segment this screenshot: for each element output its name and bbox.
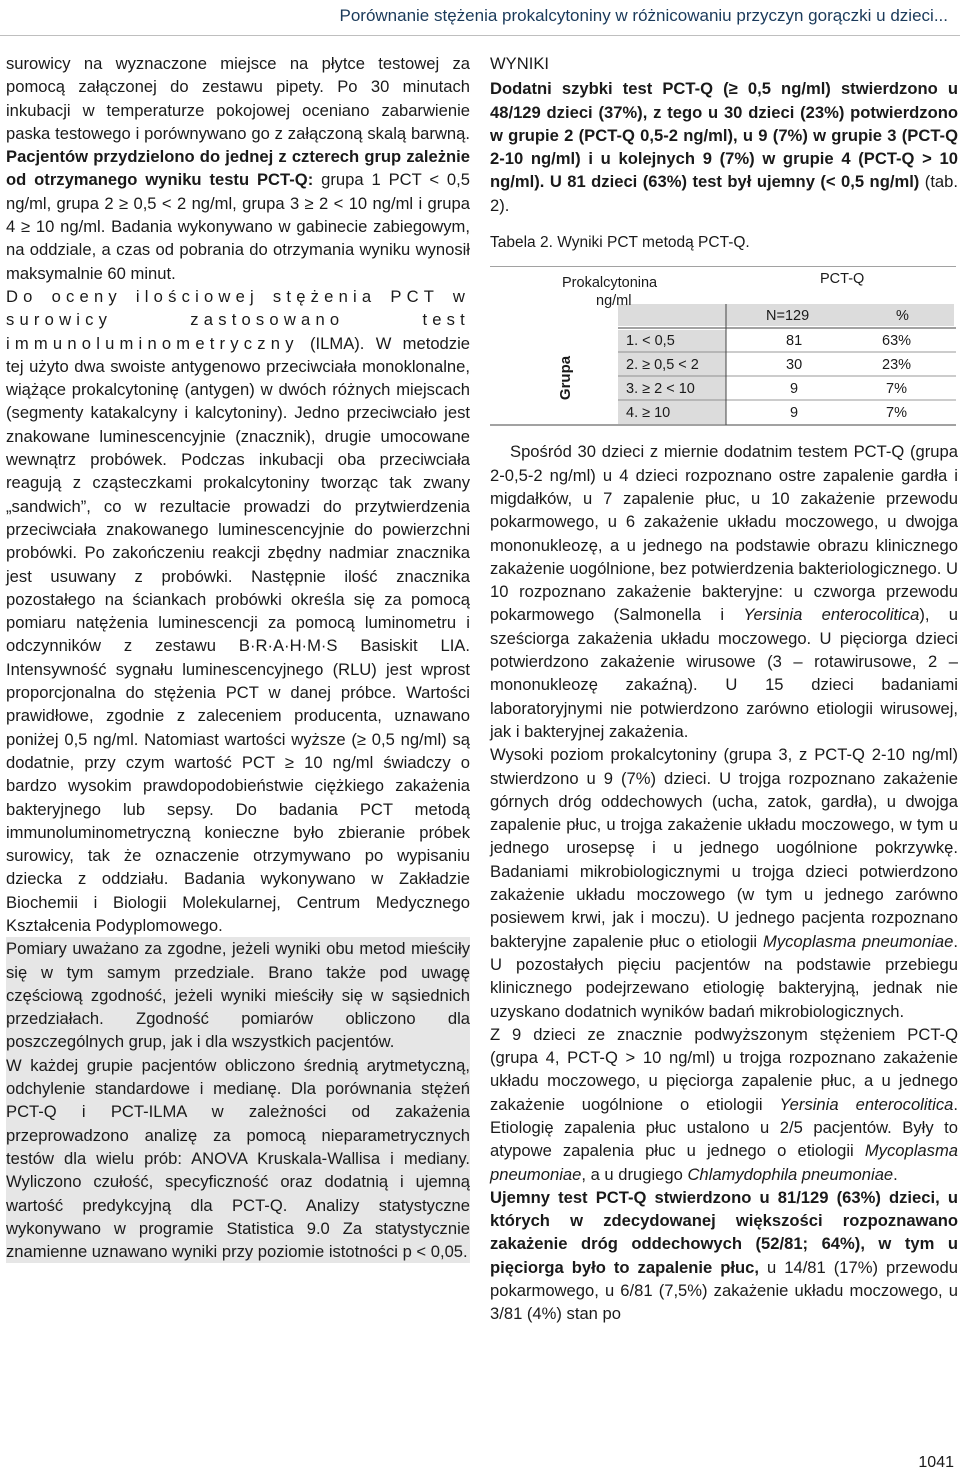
table-col-head-right: PCT-Q — [820, 271, 865, 288]
paragraph-negative: Ujemny test PCT-Q stwierdzono u 81/129 (63%) dzieci, u których w zdecydowanej większości rozpoznawano zakażenie dróg oddechowych (52/81; 64%), w tym u pięciorga było to zapalenie płuc, u 14/81 (17%) przewodu pokarmowego, u 6/81 (7,5%) zakażenie układu moczowego, u 3/81 (4%) stan po — [490, 1187, 958, 1324]
table-caption: Tabela 2. Wyniki PCT metodą PCT-Q. — [490, 234, 750, 252]
table-row-3-group: 3. ≥ 2 < 10 — [626, 381, 695, 398]
table-row-2-pct: 23% — [882, 357, 912, 374]
table-row-1-group: 1. < 0,5 — [626, 333, 675, 350]
section-title: WYNIKI — [490, 54, 550, 73]
table-row-4-pct: 7% — [886, 405, 907, 422]
table-row-3-pct: 7% — [886, 381, 907, 398]
paragraph-agreement: Pomiary uważano za zgodne, jeżeli wyniki obu metod mieściły się w tym samym przedziale. Brano także pod uwagę częściową zgodność, jeżeli wyniki mieściły się w sąsiednich przedziałach. Zgodność pomiarów obliczono dla poszczególnych grup, jak i dla wszystkich pacjentów. — [6, 937, 470, 1053]
paragraph-group4: Z 9 dzieci ze znacznie podwyższonym stężeniem PCT-Q (grupa 4, PCT-Q > 10 ng/ml) u trojga rozpoznano zakażenie układu moczowego, u pięciorga zapalenie płuc, a u jednego zakażenie uogólnione o etiologii Yersinia enterocolitica. Etiologię zapalenia płuc ustalono u 2/5 pacjentów. Były to atypowe zapalenia płuc u jednego o etiologii Mycoplasma pneumoniae, a u drugiego Chlamydophila pneumoniae. — [490, 1024, 958, 1184]
table-row-1-n: 81 — [786, 333, 803, 350]
table-col-head-left-1: Prokalcytonina — [562, 275, 658, 292]
paragraph-results-lead: Dodatni szybki test PCT-Q (≥ 0,5 ng/ml) stwierdzono u 48/129 dzieci (37%), z tego u 30 dzieci (23%) potwierdzono w grupie 2 (PCT-Q 0,5-2 ng/ml), u 9 (7%) w grupie 3 (PCT-Q 2-10 ng/ml) i u kolejnych 9 (7%) w grupie 4 (PCT-Q > 10 ng/ml). U 81 dzieci (63%) test był ujemny (< 0,5 ng/ml) (tab. 2). — [490, 79, 958, 215]
paragraph-group3: Wysoki poziom prokalcytoniny (grupa 3, z PCT-Q 2-10 ng/ml) stwierdzono u 9 (7%) dzieci. U trojga rozpoznano zakażenie górnych dróg oddechowych (ucha, zatok, gardła), u dwojga zapalenie płuc, u trojga zakażenie układu moczowego, w tym u jednego urosepsę i u jednego uogólnione pokrzywkę. Badaniami mikrobiologicznymi u trojga dzieci potwierdzono zakażenie układu moczowego (w tym u jednego zarówno posiewem krwi, jak i moczu). U jednego pacjenta rozpoznano bakteryjne zapalenie płuc o etiologii Mycoplasma pneumoniae. U pozostałych pięciu pacjentów na podstawie przebiegu klinicznego podejrzewano etiologię bakteryjną, jednak nie uzyskano dodatnich wyników badań mikrobiologicznych. — [490, 745, 958, 1021]
paragraph-method-ilma: Do oceny ilościowej stężenia PCT w surowicy zastosowano test immunoluminometryczny (ILMA). W metodzie tej użyto dwa swoiste antygenowo przeciwciała monoklonalne, wiążące prokalcytoninę (antygen) w dwóch różnych miejscach (segmenty katakalcyny i kalcytoniny). Jedno przeciwciało jest znakowane luminescencyjnie (znacznik), drugie umocowane wewnątrz probówek. Podczas inkubacji oba przeciwciała reagują z cząsteczkami prokalcytoniny tworząc tak zwany „sandwich”, co w rezultacie prowadzi do przytwierdzenia przeciwciała znakowanego luminescencyjnie do powierzchni probówki. Po zakończeniu reakcji zbędny nadmiar znacznika jest usuwany z probówki. Następnie ilość znacznika pozostałego na ściankach probówki określa się za pomocą pomiaru natężenia luminescencji za pomocą luminometru i odczynników z zestawu B·R·A·H·M·S Basiskit LIA. Intensywność sygnału luminescencyjnego (RLU) jest wprost proporcjonalna do stężenia PCT w danej próbce. Wartości prawidłowe, zgodnie z zaleceniem producenta, uznawano poniżej 0,5 ng/ml. Natomiast wartości wyższe (≥ 0,5 ng/ml) są dodatnie, przy czym wartość PCT ≥ 10 ng/ml świadczy o bardzo wysokim prawdopodobieństwie ciężkiego zakażenia bakteryjnego lub sepsy. Do badania PCT metodą immunoluminometryczną konieczne było zbieranie próbek surowicy, tak że oznaczenie otrzymywano po wypisaniu dziecka z oddziału. Badania wykonywano w Zakładzie Biochemii i Biologii Molekularnej, Centrum Medycznego Kształcenia Podyplomowego. — [6, 286, 470, 935]
right-column — [490, 52, 958, 1326]
page-number: 1041 — [918, 1454, 954, 1471]
running-title: Porównanie stężenia prokalcytoniny w różnicowaniu przyczyn gorączki u dzieci... — [339, 6, 948, 25]
table-row-2-n: 30 — [786, 357, 803, 374]
running-header — [0, 0, 960, 36]
table-row-4-n: 9 — [790, 405, 799, 422]
paragraph-group2: Spośród 30 dzieci z miernie dodatnim testem PCT-Q (grupa 2-0,5-2 ng/ml) u 4 dzieci rozpoznano ostre zapalenie gardła i migdałków, u 7 zapalenie płuc, u 10 zakażenie przewodu pokarmowego, u 6 zakażenie układu moczowego, u dwojga mononukleozę, a u jednego na podstawie obrazu klinicznego zakażenie uogólnione, bez potwierdzenia bakteriologicznego. U 10 rozpoznano zakażenie bakteryjne: u czworga przewodu pokarmowego (Salmonella i Yersinia enterocolitica), u sześciorga zakażenia układu moczowego. U pięciorga dzieci potwierdzono zakażenie wirusowe (3 – rotawirusowe, 2 – mononukleozę zakaźną). U 15 dzieci badaniami laboratoryjnymi nie potwierdzono zarówno etiologii wirusowej, jak i bakteryjnej zakażenia. — [490, 442, 958, 741]
table-row-2-group: 2. ≥ 0,5 < 2 — [626, 357, 699, 374]
table-row-1-pct: 63% — [882, 333, 912, 350]
table-col-head-left-2: ng/ml — [596, 293, 632, 310]
results-table — [490, 266, 958, 426]
table-row-4-group: 4. ≥ 10 — [626, 405, 671, 422]
paragraph-statistics: W każdej grupie pacjentów obliczono średnią arytmetyczną, odchylenie standardowe i medianę. Dla porównania stężeń PCT-Q i PCT-ILMA w zależności od zakażenia przeprowadzono analizę za pomocą nieparametrycznych testów dla wielu prób: ANOVA Kruskala-Wallisa i mediany. Wyliczono czułość, specyficzność oraz dodatnią i ujemną wartość predykcyjną dla PCT-Q. Analizy statystyczne wykonywano w programie Statistica 9.0 Za statystycznie znamienne uznawano wyniki przy poziomie istotności p < 0,05. — [6, 1054, 470, 1264]
left-column — [6, 52, 470, 1263]
row-group-label: Grupa — [557, 356, 574, 401]
table-row-3-n: 9 — [790, 381, 799, 398]
table-pct-label: % — [896, 308, 909, 325]
paragraph-method-pctq: surowicy na wyznaczone miejsce na płytce testowej za pomocą załączonej do zestawu pipety. Po 30 minutach inkubacji w temperaturze pokojowej oceniano zabarwienie paska testowego i porównywano go z załączoną skalą barwną. Pacjentów przydzielono do jednej z czterech grup zależnie od otrzymanego wyniku testu PCT-Q: grupa 1 PCT < 0,5 ng/ml, grupa 2 ≥ 0,5 < 2 ng/ml, grupa 3 ≥ 2 < 10 ng/ml i grupa 4 ≥ 10 ng/ml. Badania wykonywano w gabinecie zabiegowym, na oddziale, a czas od pobrania do otrzymania wyniku wynosił maksymalnie 60 minut. — [6, 54, 470, 283]
table-n-label: N=129 — [766, 308, 810, 325]
